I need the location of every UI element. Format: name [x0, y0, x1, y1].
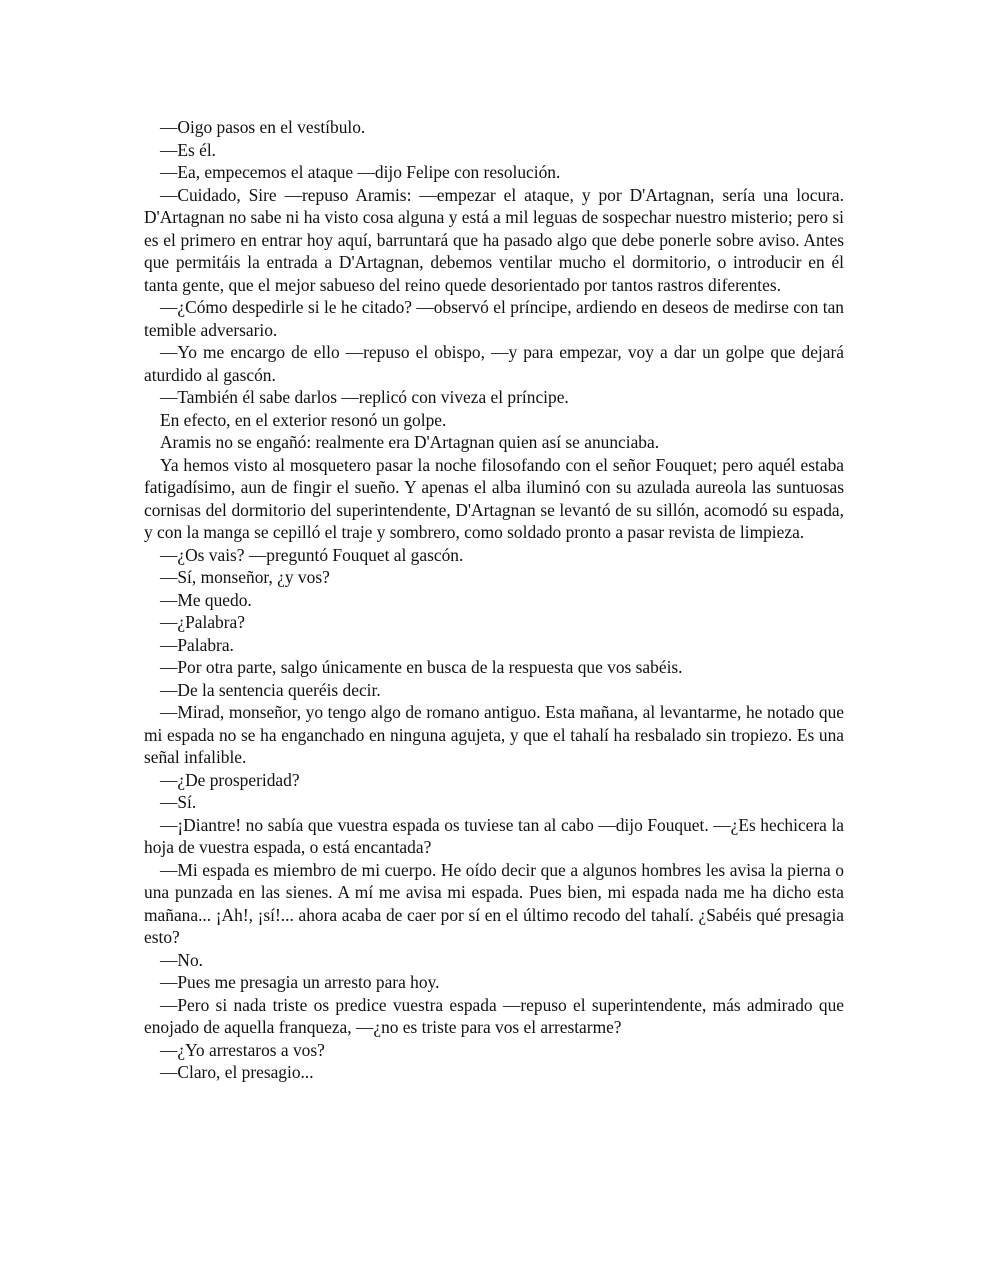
paragraph: —Pues me presagia un arresto para hoy.: [160, 972, 440, 992]
paragraph: —Sí, monseñor, ¿y vos?: [160, 567, 330, 587]
paragraph: —Sí.: [160, 792, 197, 812]
paragraph: —De la sentencia queréis decir.: [160, 679, 381, 700]
paragraph: —Ea, empecemos el ataque —dijo Felipe con resolución.: [160, 162, 561, 182]
paragraph: Aramis no se engañó: realmente era D'Artagnan quien así se anunciaba.: [160, 432, 660, 452]
paragraph: —Cuidado, Sire —repuso Aramis: —empezar el ataque, y por D'Artagnan, sería una locura. D'Artagnan no sabe ni ha visto cosa alguna y está a mil leguas de sospechar nuestro misterio; pero si es el primero en entrar hoy aquí, barruntará que ha pasado algo que debe ponerle sobre aviso. Antes que permitáis la entrada a D'Artagnan, debemos ventilar mucho el dormitorio, o introducir en él tanta gente, que el mejor sabueso del reino quede desorientado por tantos rastros diferentes.: [144, 184, 844, 295]
paragraph: —¿Yo arrestaros a vos?: [160, 1039, 325, 1060]
document-page: [144, 116, 844, 1084]
paragraph: —No.: [160, 949, 203, 970]
paragraph: —¿Cómo despedirle si le he citado? —observó el príncipe, ardiendo en deseos de medirse con tan temible adversario.: [144, 297, 844, 340]
paragraph: —Por otra parte, salgo únicamente en busca de la respuesta que vos sabéis.: [160, 657, 683, 677]
paragraph: —Me quedo.: [160, 589, 252, 610]
paragraph: En efecto, en el exterior resonó un golpe.: [160, 409, 447, 430]
paragraph: —Mirad, monseñor, yo tengo algo de romano antiguo. Esta mañana, al levantarme, he notado que mi espada no se ha enganchado en ninguna agujeta, y que el tahalí ha resbalado sin tropiezo. Es una señal infalible.: [144, 702, 844, 767]
paragraph: —¿De prosperidad?: [160, 769, 300, 790]
paragraph: —¿Palabra?: [160, 612, 245, 632]
paragraph: —Pero si nada triste os predice vuestra espada —repuso el superintendente, más admirado que enojado de aquella franqueza, —¿no es triste para vos el arrestarme?: [144, 994, 844, 1037]
paragraph: —También él sabe darlos —replicó con viveza el príncipe.: [160, 387, 569, 407]
paragraph: —Oigo pasos en el vestíbulo.: [160, 117, 366, 137]
paragraph: —Palabra.: [160, 634, 234, 655]
paragraph: —Es él.: [160, 139, 217, 160]
paragraph: —¿Os vais? —preguntó Fouquet al gascón.: [160, 544, 464, 565]
paragraph: —¡Diantre! no sabía que vuestra espada os tuviese tan al cabo —dijo Fouquet. —¿Es hechicera la hoja de vuestra espada, o está encantada?: [144, 814, 844, 857]
paragraph: —Mi espada es miembro de mi cuerpo. He oído decir que a algunos hombres les avisa la pierna o una punzada en las sienes. A mí me avisa mi espada. Pues bien, mi espada nada me ha dicho esta mañana... ¡Ah!, ¡sí!... ahora acaba de caer por sí en el último recodo del tahalí. ¿Sabéis qué presagia esto?: [144, 859, 844, 947]
paragraph: Ya hemos visto al mosquetero pasar la noche filosofando con el señor Fouquet; pero aquél estaba fatigadísimo, aun de fingir el sueño. Y apenas el alba iluminó con su azulada aureola las suntuosas cornisas del dormitorio del superintendente, D'Artagnan se levantó de su sillón, acomodó su espada, y con la manga se cepilló el traje y sombrero, como soldado pronto a pasar revista de limpieza.: [144, 454, 844, 542]
paragraph: —Claro, el presagio...: [160, 1062, 314, 1082]
paragraph: —Yo me encargo de ello —repuso el obispo, —y para empezar, voy a dar un golpe que dejará aturdido al gascón.: [144, 342, 844, 385]
